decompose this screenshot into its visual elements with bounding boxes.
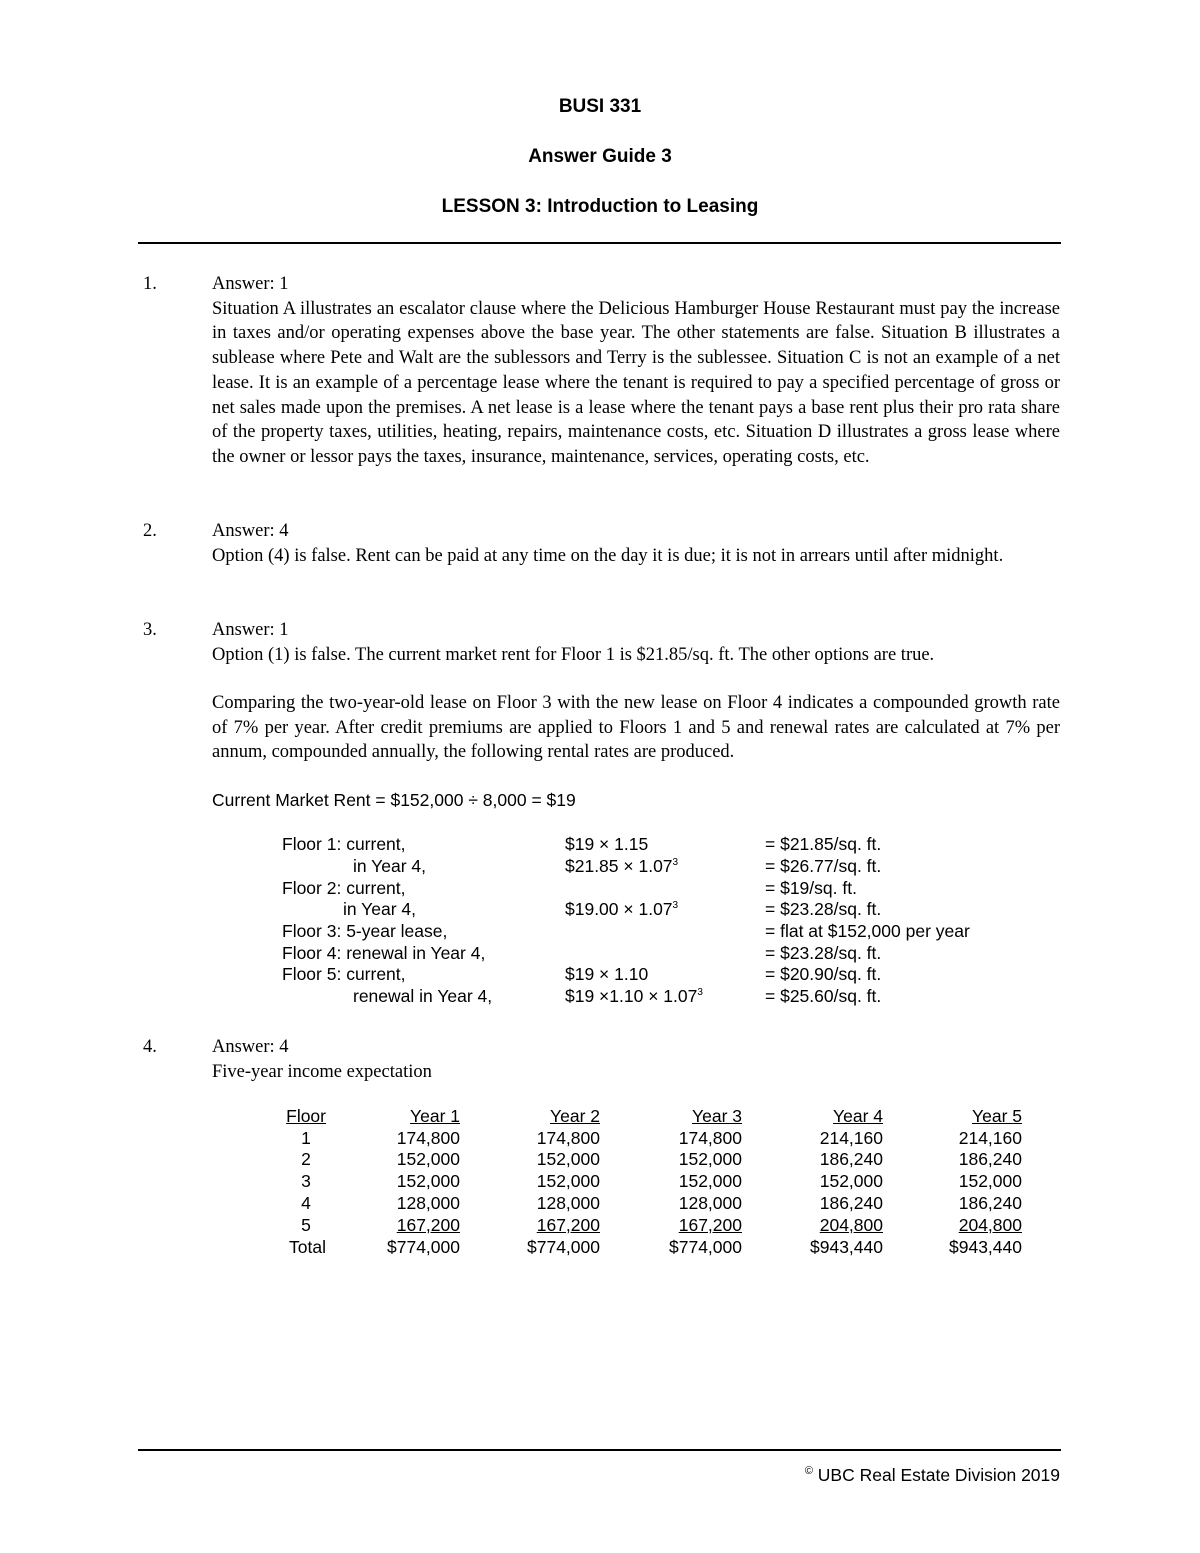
table-total-cell: Total [289, 1237, 326, 1257]
calc-row: in Year 4, [353, 856, 426, 876]
table-cell: 152,000 [536, 1171, 600, 1191]
table-total-cell: $774,000 [669, 1237, 742, 1257]
q4-subtitle: Five-year income expectation [212, 1061, 432, 1082]
footer-text: UBC Real Estate Division 2019 [817, 1465, 1060, 1485]
calc-result: = $21.85/sq. ft. [765, 834, 882, 854]
table-total-cell: $943,440 [810, 1237, 883, 1257]
table-cell: 174,800 [396, 1128, 460, 1148]
calc-row: in Year 4, [343, 899, 416, 919]
calc-formula: $19 $\times 1.10 \times 1.07^3$ [565, 986, 703, 1006]
q1-body [212, 272, 1060, 470]
calc-row: renewal in Year 4, [353, 986, 493, 1006]
header-divider [138, 242, 1061, 244]
q2-number: 2. [143, 521, 157, 541]
table-total-cell: $943,440 [949, 1237, 1022, 1257]
table-cell: 152,000 [536, 1149, 600, 1169]
table-cell: 152,000 [396, 1149, 460, 1169]
table-cell: 152,000 [958, 1171, 1022, 1191]
calc-formula: $19 × 1.15 [565, 834, 649, 854]
q3-body [212, 618, 1060, 667]
q4-number: 4. [143, 1037, 157, 1057]
table-cell: 186,240 [958, 1149, 1022, 1169]
q4-body [212, 1035, 1060, 1084]
table-header: Year 2 [550, 1106, 600, 1126]
table-cell: 204,800 [958, 1215, 1022, 1235]
table-cell: 128,000 [678, 1193, 742, 1213]
calc-result: = $26.77/sq. ft. [765, 856, 882, 876]
table-total-cell: $774,000 [527, 1237, 600, 1257]
q1-answer: Answer: 1 [212, 274, 289, 294]
table-cell: 128,000 [536, 1193, 600, 1213]
table-cell: 152,000 [396, 1171, 460, 1191]
q3-answer: Answer: 1 [212, 620, 289, 640]
table-cell: 214,160 [819, 1128, 883, 1148]
guide-title: Answer Guide 3 [528, 146, 672, 167]
table-cell: 204,800 [819, 1215, 883, 1235]
q2-answer: Answer: 4 [212, 521, 289, 541]
table-header: Year 5 [972, 1106, 1022, 1126]
table-cell: 186,240 [819, 1149, 883, 1169]
table-cell: 5 [301, 1215, 311, 1235]
table-header: Year 4 [833, 1106, 883, 1126]
copyright-symbol: © [804, 1465, 813, 1478]
calc-formula: $21.85 × $1.07^3$ [565, 856, 679, 876]
table-cell: 174,800 [678, 1128, 742, 1148]
calc-row: Floor 1: current, [282, 834, 406, 854]
table-cell: 152,000 [819, 1171, 883, 1191]
table-total-cell: $774,000 [387, 1237, 460, 1257]
footer [805, 1465, 1060, 1486]
calc-row: Floor 3: 5-year lease, [282, 921, 448, 941]
q3-explanation-1: Option (1) is false. The current market rent for Floor 1 is $21.85/sq. ft. The other options are true. [212, 644, 935, 665]
table-cell: 167,200 [396, 1215, 460, 1235]
calc-result: = $23.28/sq. ft. [765, 899, 882, 919]
table-header: Year 3 [692, 1106, 742, 1126]
table-cell: 186,240 [819, 1193, 883, 1213]
q3-number: 3. [143, 620, 157, 640]
q4-answer: Answer: 4 [212, 1037, 289, 1057]
table-cell: 1 [301, 1128, 311, 1148]
table-cell: 186,240 [958, 1193, 1022, 1213]
lesson-title: LESSON 3: Introduction to Leasing [441, 196, 759, 217]
calc-row: Floor 4: renewal in Year 4, [282, 943, 486, 963]
calc-result: = flat at $152,000 per year [765, 921, 970, 941]
table-header: Floor [286, 1106, 326, 1126]
table-header: Year 1 [410, 1106, 460, 1126]
table-cell: 167,200 [536, 1215, 600, 1235]
table-cell: 214,160 [958, 1128, 1022, 1148]
calc-result: = $23.28/sq. ft. [765, 943, 882, 963]
course-title: BUSI 331 [558, 96, 642, 117]
calc-formula: $19.00 × $1.07^3$ [565, 899, 679, 919]
table-cell: 152,000 [678, 1171, 742, 1191]
q2-explanation: Option (4) is false. Rent can be paid at any time on the day it is due; it is not in arrears until after midnight. [212, 545, 1004, 566]
table-cell: 152,000 [678, 1149, 742, 1169]
table-cell: 2 [301, 1149, 311, 1169]
q3-explanation-2: Comparing the two-year-old lease on Floor 3 with the new lease on Floor 4 indicates a compounded growth rate of 7% per year. After credit premiums are applied to Floors 1 and 5 and renewal rates are calculated at 7% per annum, compounded annually, the following rental rates are produced. [212, 693, 1060, 763]
q2-body [212, 519, 1060, 568]
q3-market-rent: Current Market Rent = $152,000 ÷ 8,000 = $19 [212, 790, 576, 810]
table-cell: 174,800 [536, 1128, 600, 1148]
calc-row: Floor 2: current, [282, 878, 406, 898]
calc-result: = $20.90/sq. ft. [765, 964, 882, 984]
table-cell: 128,000 [396, 1193, 460, 1213]
table-cell: 4 [301, 1193, 311, 1213]
table-cell: 3 [301, 1171, 311, 1191]
footer-divider [138, 1449, 1061, 1451]
calc-result: = $19/sq. ft. [765, 878, 857, 898]
table-cell: 167,200 [678, 1215, 742, 1235]
calc-row: Floor 5: current, [282, 964, 406, 984]
calc-result: = $25.60/sq. ft. [765, 986, 882, 1006]
q1-explanation: Situation A illustrates an escalator clause where the Delicious Hamburger House Restaurant must pay the increase in taxes and/or operating expenses above the base year. The other statements are false. Situation B illustrates a sublease where Pete and Walt are the sublessors and Terry is the sublessee. Situation C is not an example of a net lease. It is an example of a percentage lease where the tenant is required to pay a specified percentage of gross or net sales made upon the premises. A net lease is a lease where the tenant pays a base rent plus their pro rata share of the property taxes, utilities, heating, repairs, maintenance costs, etc. Situation D illustrates a gross lease where the owner or lessor pays the taxes, insurance, maintenance, services, operating costs, etc. [212, 298, 1060, 467]
q1-number: 1. [143, 274, 157, 294]
calc-formula: $19 × 1.10 [565, 964, 649, 984]
